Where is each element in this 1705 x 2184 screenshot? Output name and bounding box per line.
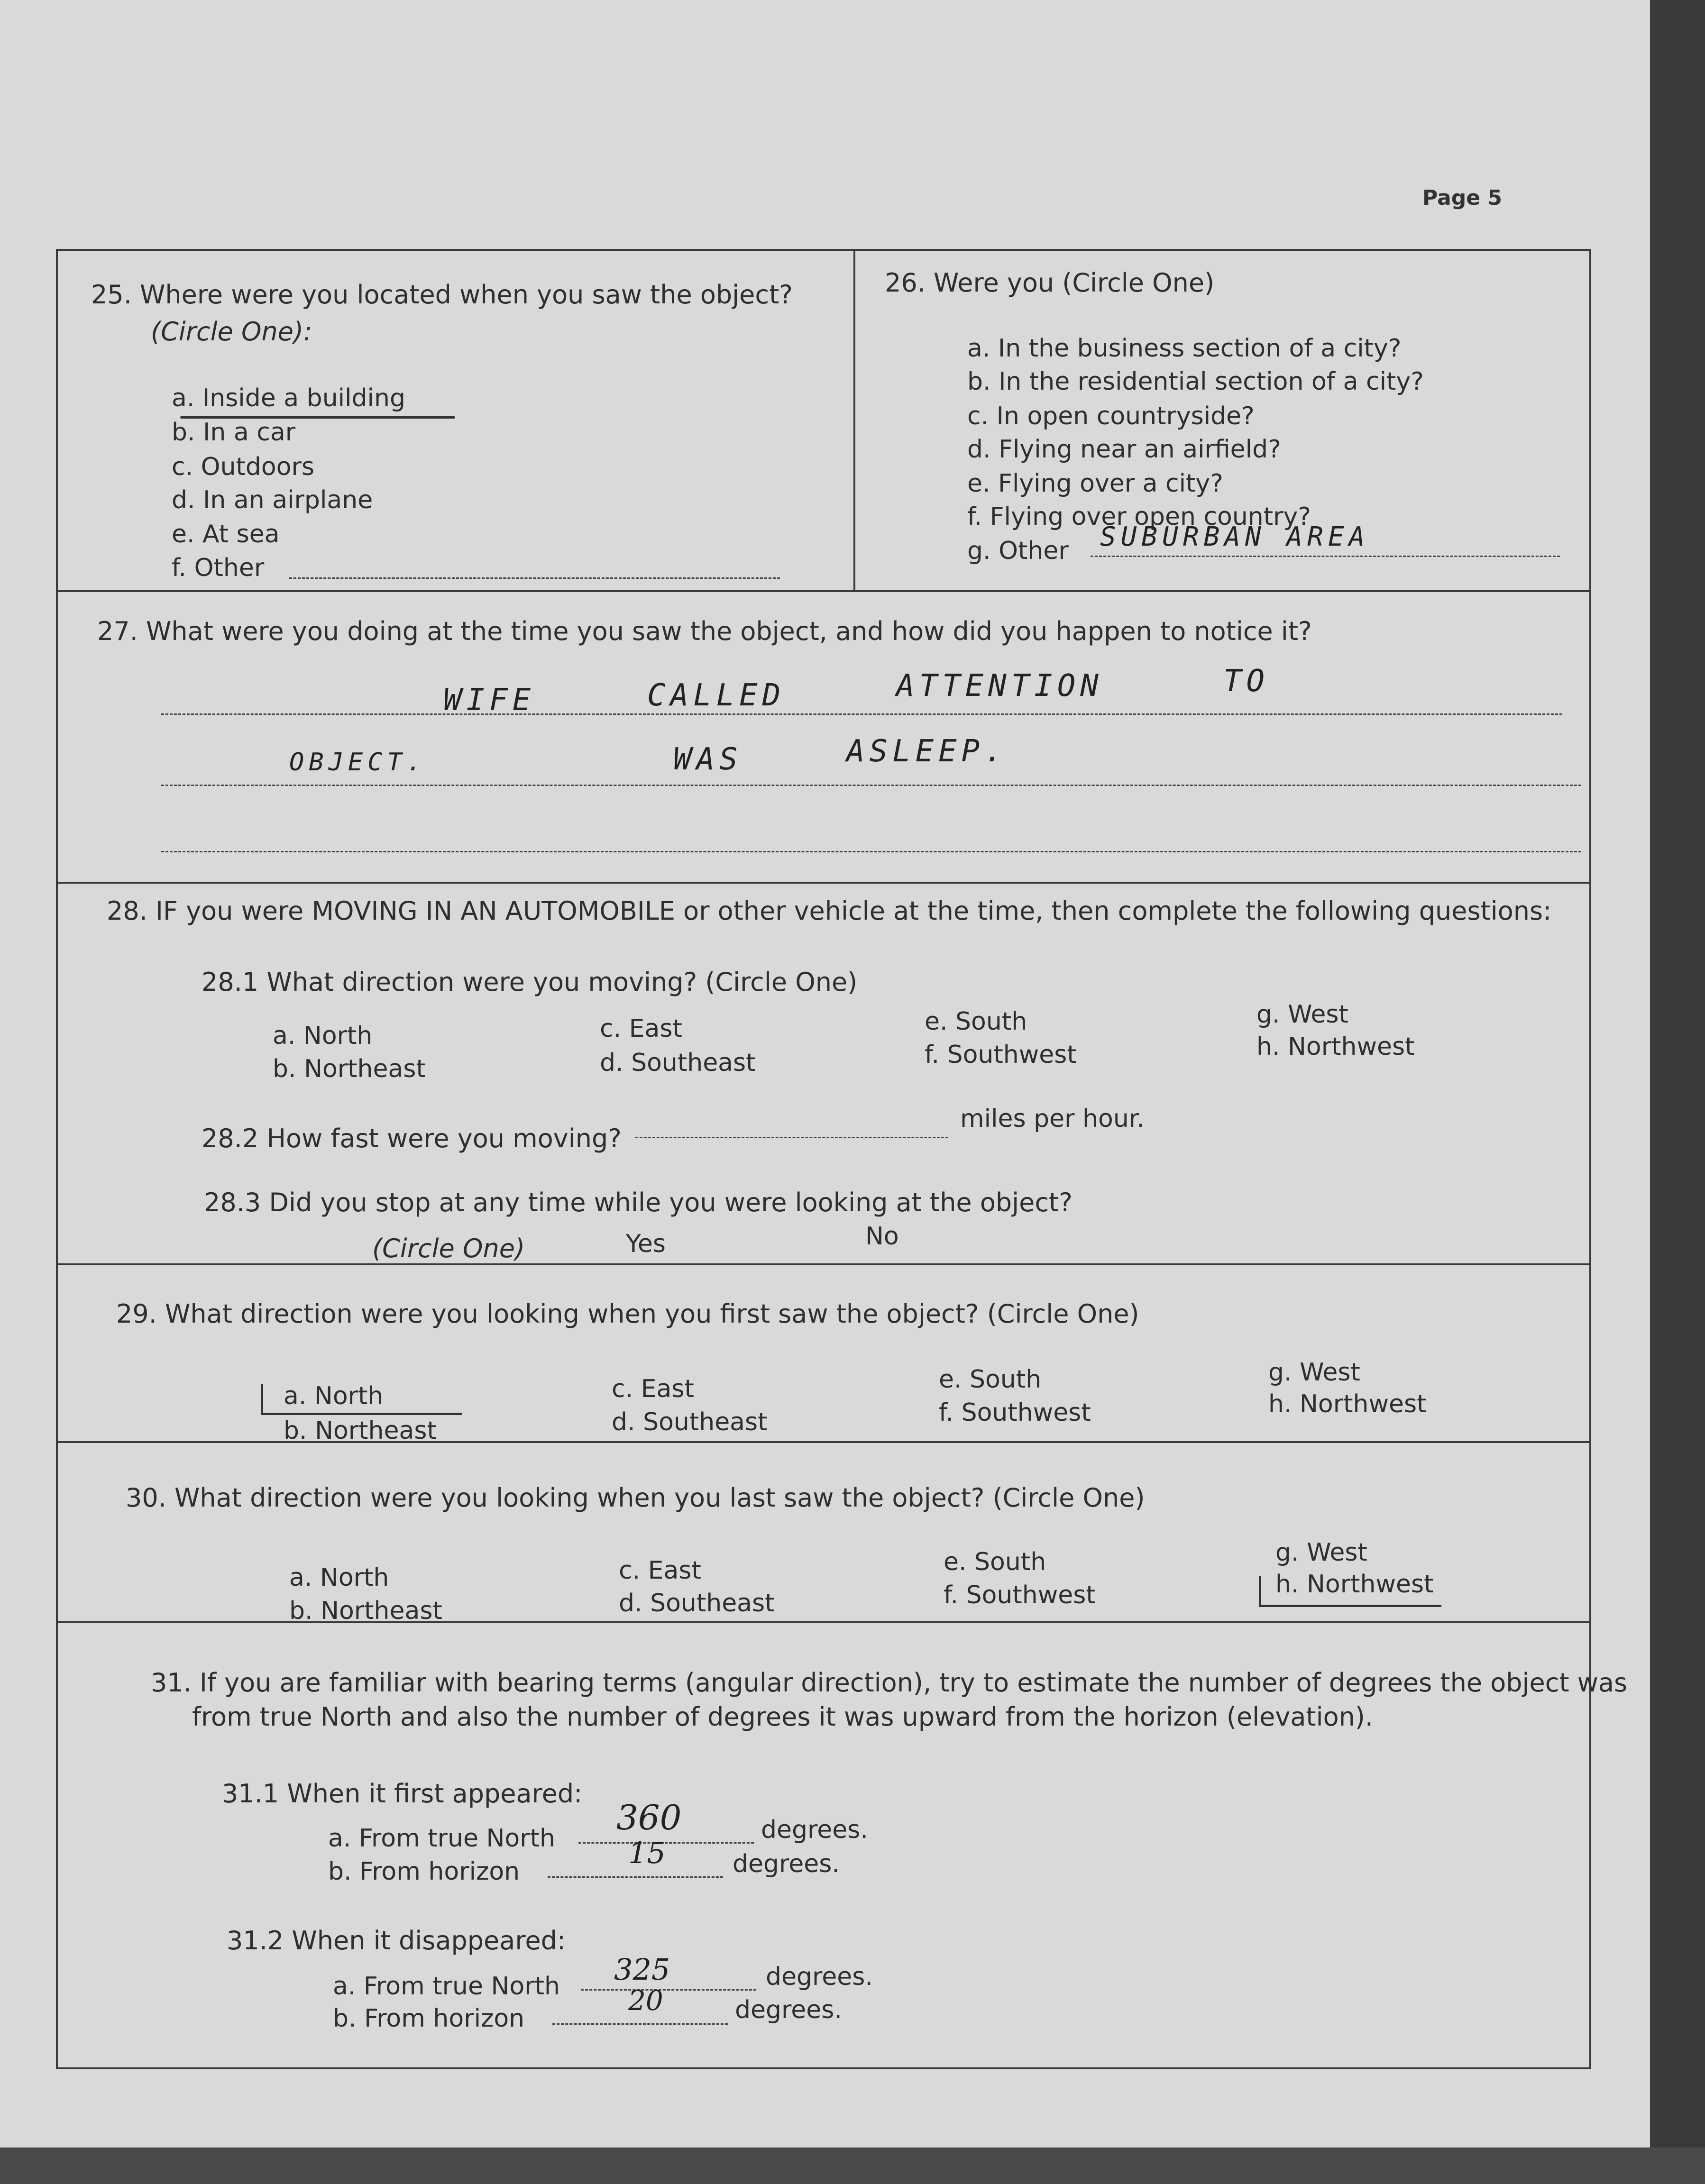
q28-question: 28. IF you were MOVING IN AN AUTOMOBILE or other vehicle at the time, then complete the following questions: [107, 896, 1552, 926]
q28-3-no[interactable]: No [865, 1222, 899, 1251]
q31-1-heading: 31.1 When it first appeared: [222, 1779, 583, 1809]
divider-row-2 [56, 882, 1591, 884]
q27-answer-line-2 [161, 785, 1581, 786]
q30-option-e[interactable]: e. South [944, 1548, 1046, 1576]
q31-1-horizon-value: 15 [628, 1836, 666, 1870]
q27-answer-word: CALLED [647, 678, 786, 713]
q26-question: 26. Were you (Circle One) [885, 268, 1215, 298]
q29-option-e[interactable]: e. South [939, 1365, 1042, 1394]
q28-1-question: 28.1 What direction were you moving? (Circle One) [202, 967, 858, 997]
q31-2-north-unit: degrees. [766, 1963, 873, 1991]
q31-1-horizon-field[interactable] [548, 1876, 723, 1878]
q31-2-heading: 31.2 When it disappeared: [227, 1926, 566, 1956]
q28-3-yes[interactable]: Yes [626, 1230, 666, 1258]
q29-option-c[interactable]: c. East [612, 1375, 694, 1403]
q29-question: 29. What direction were you looking when you first saw the object? (Circle One) [116, 1299, 1139, 1329]
q31-1-north-unit: degrees. [761, 1816, 868, 1844]
q27-question: 27. What were you doing at the time you saw the object, and how did you happen to notice it? [97, 616, 1312, 646]
q28-3-instruction: (Circle One) [372, 1234, 525, 1263]
q30-question: 30. What direction were you looking when you last saw the object? (Circle One) [126, 1483, 1145, 1513]
q26-option-g[interactable]: g. Other [967, 537, 1069, 565]
q28-1-option-h[interactable]: h. Northwest [1256, 1033, 1415, 1061]
q26-other-line [1091, 556, 1560, 557]
q28-3-question: 28.3 Did you stop at any time while you were looking at the object? [204, 1188, 1072, 1217]
q26-option-a[interactable]: a. In the business section of a city? [967, 334, 1402, 363]
q29-option-f[interactable]: f. Southwest [939, 1398, 1091, 1427]
q26-option-e[interactable]: e. Flying over a city? [967, 469, 1223, 498]
page-number: Page 5 [1422, 186, 1503, 210]
q31-2-horizon-unit: degrees. [735, 1996, 842, 2024]
q28-1-option-e[interactable]: e. South [925, 1007, 1027, 1036]
q31-1-horizon-unit: degrees. [733, 1850, 840, 1878]
q30-option-c[interactable]: c. East [619, 1556, 701, 1585]
scan-edge-bottom [0, 2147, 1705, 2184]
q31-2-horizon-value: 20 [628, 1984, 663, 2017]
q29-option-g[interactable]: g. West [1268, 1358, 1360, 1387]
q31-1-from-horizon-label: b. From horizon [328, 1857, 520, 1886]
q26-option-c[interactable]: c. In open countryside? [967, 402, 1255, 430]
q28-2-speed-field[interactable] [635, 1137, 948, 1138]
q26-option-d[interactable]: d. Flying near an airfield? [967, 435, 1281, 464]
q26-option-f[interactable]: f. Flying over open country? [967, 503, 1311, 531]
q27-answer-line-3 [161, 851, 1581, 852]
q31-2-from-north-label: a. From true North [333, 1972, 560, 2001]
q25-option-c[interactable]: c. Outdoors [172, 453, 315, 481]
q30-option-a[interactable]: a. North [289, 1563, 389, 1592]
q25-option-f[interactable]: f. Other [172, 554, 265, 582]
q25-option-b[interactable]: b. In a car [172, 418, 296, 447]
q29-option-a[interactable]: a. North [284, 1382, 384, 1410]
q28-2-unit: miles per hour. [960, 1105, 1145, 1133]
q30-selection-mark [1259, 1576, 1441, 1607]
q31-2-from-horizon-label: b. From horizon [333, 2004, 525, 2033]
q28-1-option-d[interactable]: d. Southeast [600, 1049, 756, 1077]
q31-1-north-value: 360 [616, 1798, 682, 1837]
q31-2-north-value: 325 [614, 1952, 670, 1987]
q27-answer-word: WAS [673, 742, 742, 777]
q27-answer-word: ATTENTION [896, 668, 1103, 704]
q28-1-option-g[interactable]: g. West [1256, 1000, 1348, 1029]
q27-answer-word: WIFE [443, 683, 536, 718]
q28-1-option-b[interactable]: b. Northeast [273, 1055, 426, 1083]
scan-edge-right [1650, 0, 1705, 2184]
divider-row-5 [56, 1621, 1591, 1623]
q27-answer-word: TO [1223, 664, 1270, 699]
q25-other-line [289, 577, 780, 579]
q26-option-b[interactable]: b. In the residential section of a city? [967, 367, 1424, 396]
q25-option-e[interactable]: e. At sea [172, 520, 280, 548]
q30-option-b[interactable]: b. Northeast [289, 1597, 442, 1625]
q25-question: 25. Where were you located when you saw the object? [91, 280, 793, 310]
q25-option-a[interactable]: a. Inside a building [172, 384, 405, 412]
q30-option-d[interactable]: d. Southeast [619, 1589, 775, 1617]
q25-option-d[interactable]: d. In an airplane [172, 486, 373, 514]
q28-1-option-f[interactable]: f. Southwest [925, 1041, 1077, 1069]
q27-answer-word: ASLEEP. [846, 734, 1008, 769]
q27-answer-word: OBJECT. [289, 748, 427, 777]
q29-option-d[interactable]: d. Southeast [612, 1408, 768, 1436]
q31-2-north-field[interactable] [581, 1989, 756, 1991]
divider-row-3 [56, 1263, 1591, 1265]
q30-option-g[interactable]: g. West [1275, 1538, 1367, 1567]
q27-answer-line-1 [161, 713, 1562, 715]
q31-2-horizon-field[interactable] [552, 2023, 728, 2025]
q30-option-f[interactable]: f. Southwest [944, 1581, 1096, 1609]
q25-instruction: (Circle One): [151, 317, 312, 347]
q29-selection-mark [261, 1384, 462, 1415]
q31-question-line-1: 31. If you are familiar with bearing terms (angular direction), try to estimate the number of degrees the object was [151, 1668, 1628, 1698]
q26-other-answer: SUBURBAN AREA [1100, 521, 1370, 552]
q29-option-h[interactable]: h. Northwest [1268, 1390, 1427, 1418]
divider-row-1 [56, 590, 1591, 592]
q29-option-b[interactable]: b. Northeast [284, 1416, 437, 1445]
divider-25-26 [853, 249, 855, 590]
q28-2-question: 28.2 How fast were you moving? [202, 1124, 622, 1153]
q31-1-from-north-label: a. From true North [328, 1824, 555, 1853]
q31-question-line-2: from true North and also the number of degrees it was upward from the horizon (elevation). [192, 1702, 1374, 1732]
q28-1-option-c[interactable]: c. East [600, 1014, 682, 1043]
q28-1-option-a[interactable]: a. North [273, 1022, 373, 1050]
q30-option-h[interactable]: h. Northwest [1275, 1570, 1434, 1599]
q31-1-north-field[interactable] [578, 1842, 754, 1844]
